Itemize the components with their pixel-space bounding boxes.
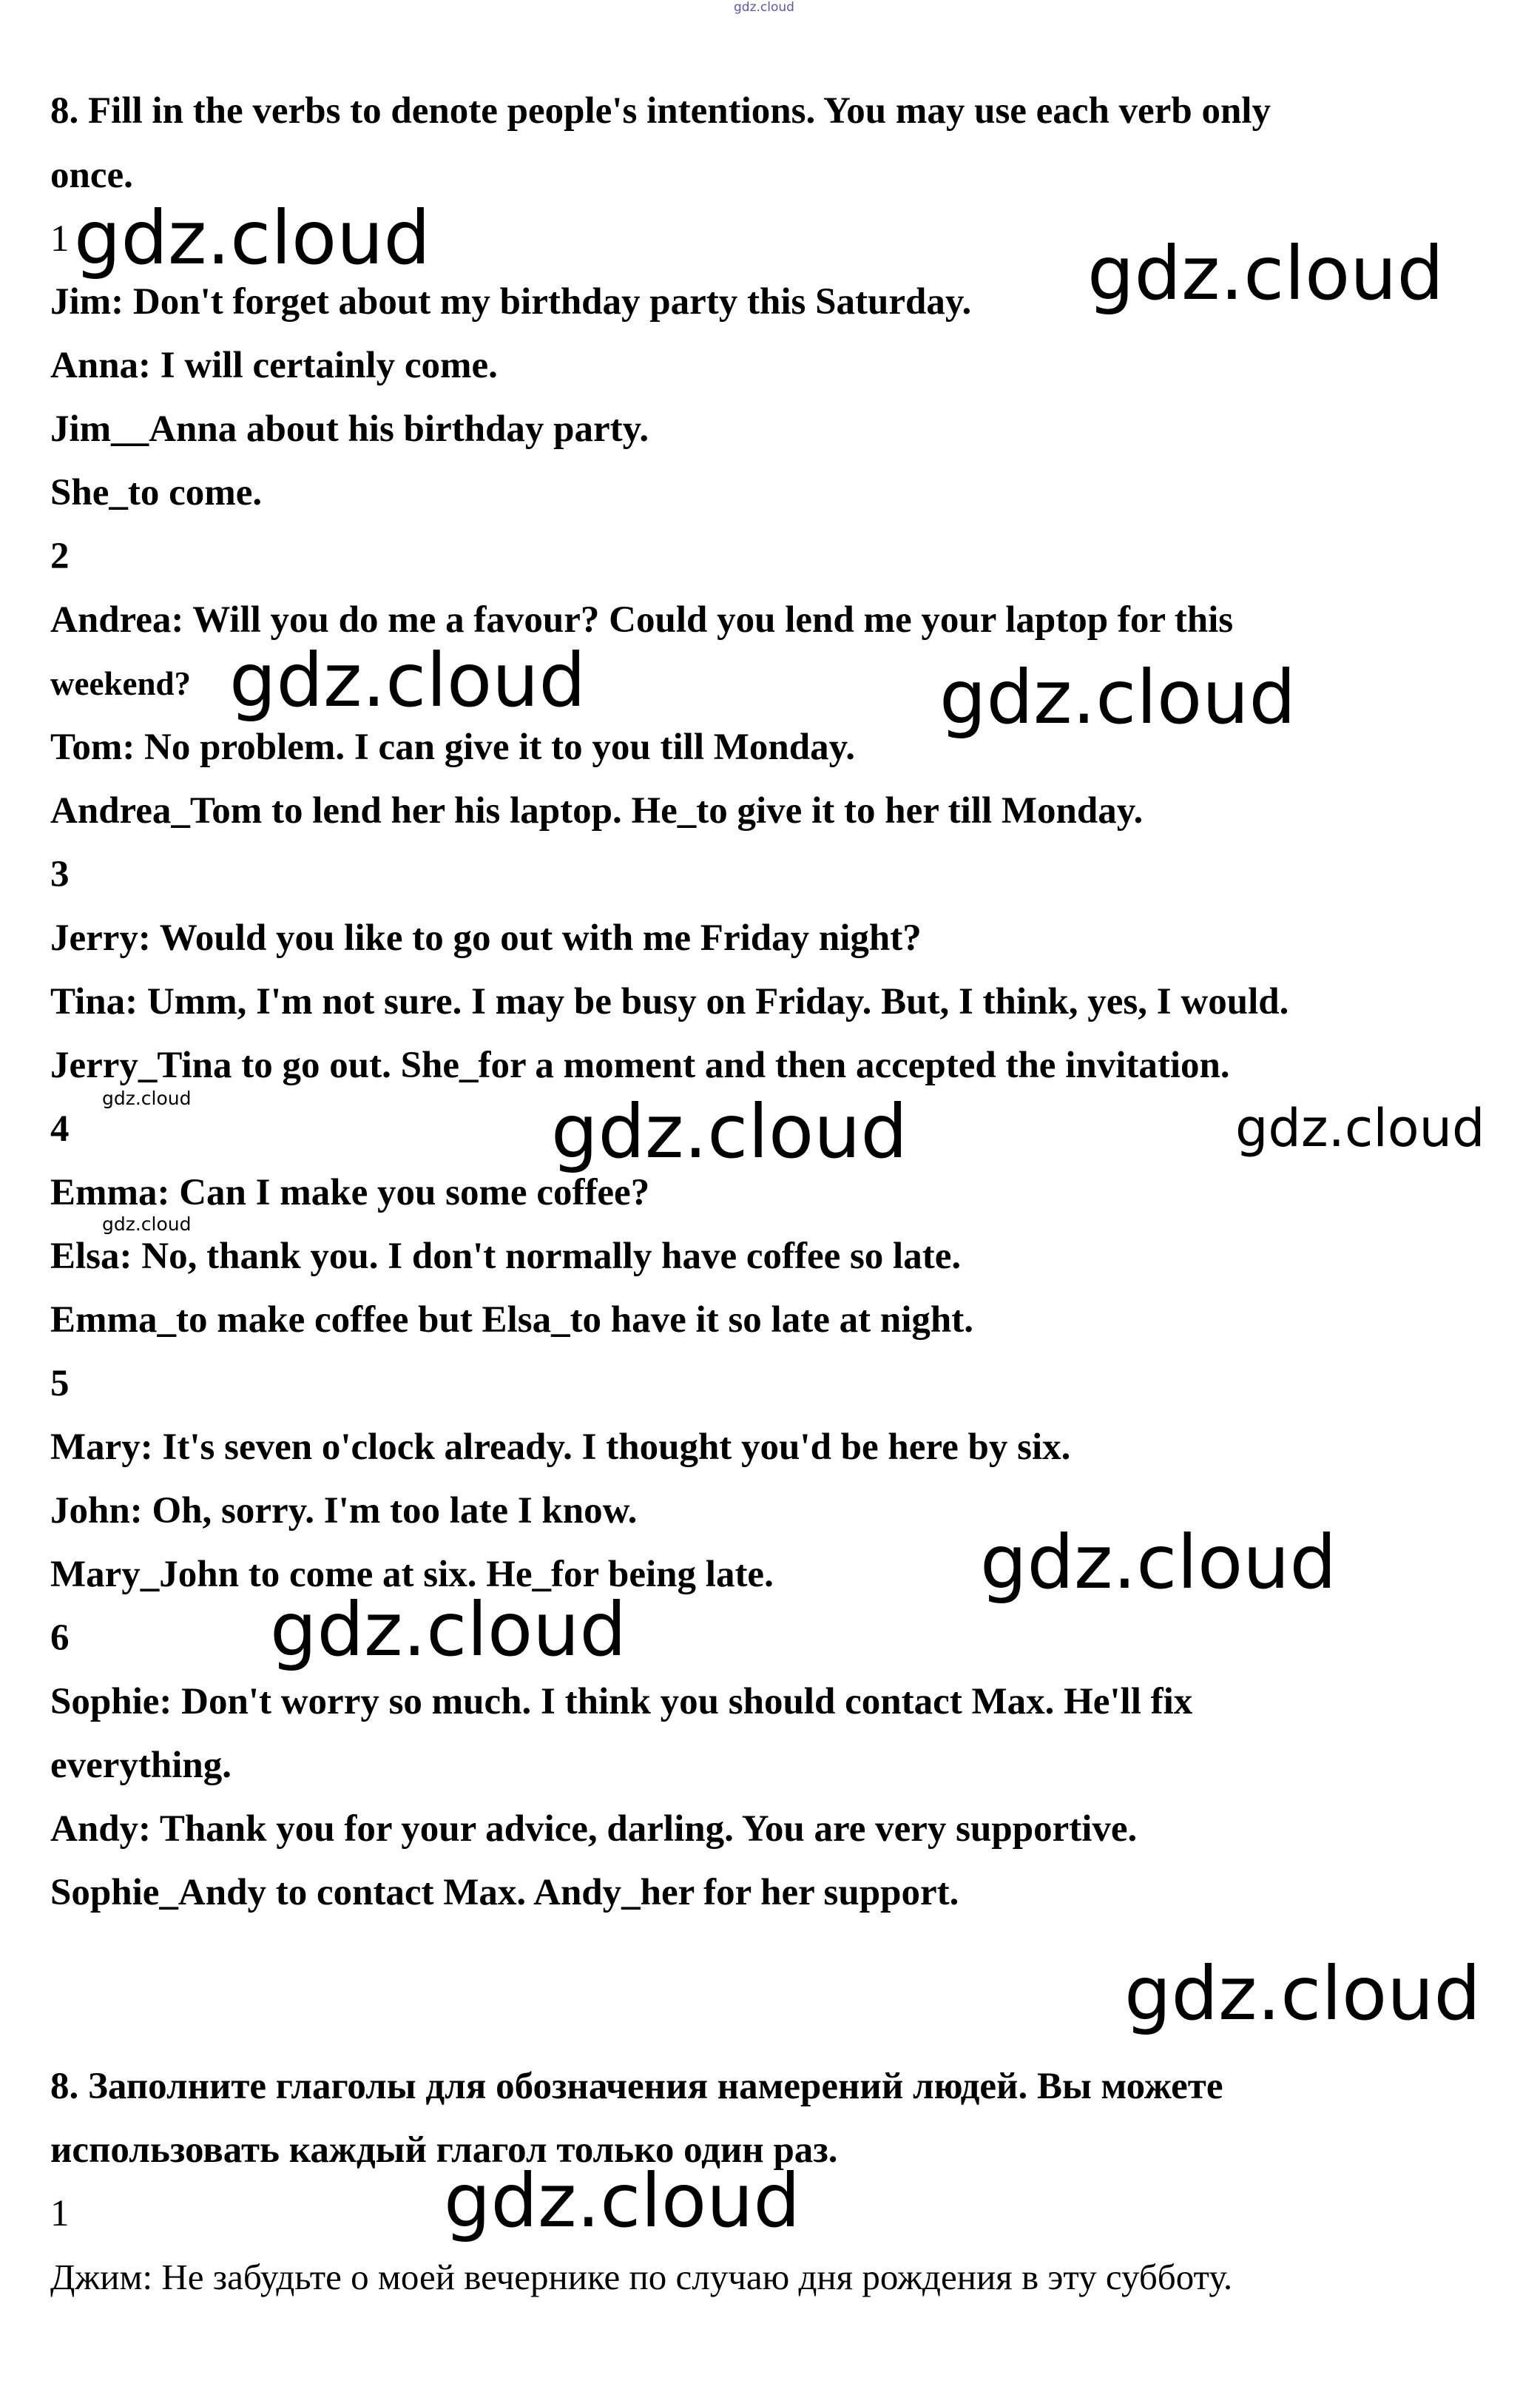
dialogue-line: Jerry: Would you like to go out with me Friday night?	[50, 917, 922, 959]
dialogue-line: everything.	[50, 1745, 232, 1786]
watermark: gdz.cloud	[102, 1213, 192, 1235]
dialogue-line: John: Oh, sorry. I'm too late I know.	[50, 1490, 638, 1532]
dialogue-line: Andy: Thank you for your advice, darling. You are very supportive.	[50, 1808, 1138, 1850]
watermark: gdz.cloud	[980, 1519, 1337, 1606]
dialogue-line: Anna: I will certainly come.	[50, 345, 498, 386]
dialogue-line: Andrea: Will you do me a favour? Could you lend me your laptop for this	[50, 599, 1234, 641]
watermark: gdz.cloud	[551, 1088, 908, 1175]
dialogue-line: Emma: Can I make you some coffee?	[50, 1172, 650, 1213]
exercise-line: Andrea_Tom to lend her his laptop. He_to give it to her till Monday.	[50, 790, 1144, 832]
ru-dialogue-line: Джим: Не забудьте о моей вечернике по случаю дня рождения в эту субботу.	[50, 2257, 1233, 2297]
top-watermark: gdz.cloud	[734, 0, 794, 15]
exercise-line: Emma_to make coffee but Elsa_to have it so late at night.	[50, 1299, 973, 1341]
exercise-line: Jerry_Tina to go out. She_for a moment and then accepted the invitation.	[50, 1045, 1230, 1086]
watermark: gdz.cloud	[1124, 1950, 1482, 2037]
dialogue-line: weekend?	[50, 665, 191, 702]
ru-task-title: 8. Заполните глаголы для обозначения намерений людей. Вы можете	[50, 2066, 1223, 2107]
watermark: gdz.cloud	[444, 2157, 801, 2244]
dialogue-line: Tom: No problem. I can give it to you till Monday.	[50, 727, 856, 768]
dialogue-number: 5	[50, 1363, 70, 1404]
watermark: gdz.cloud	[270, 1586, 627, 1673]
watermark: gdz.cloud	[229, 637, 587, 724]
dialogue-line: Elsa: No, thank you. I don't normally have coffee so late.	[50, 1236, 962, 1277]
watermark: gdz.cloud	[74, 195, 431, 281]
watermark: gdz.cloud	[102, 1088, 192, 1109]
watermark: gdz.cloud	[939, 654, 1297, 741]
dialogue-number: 3	[50, 854, 70, 895]
ru-dialogue-number: 1	[50, 2193, 70, 2234]
dialogue-number: 2	[50, 536, 70, 577]
dialogue-line: Mary: It's seven o'clock already. I thought you'd be here by six.	[50, 1426, 1071, 1468]
dialogue-line: Tina: Umm, I'm not sure. I may be busy on Friday. But, I think, yes, I would.	[50, 981, 1289, 1023]
dialogue-line: Sophie: Don't worry so much. I think you should contact Max. He'll fix	[50, 1681, 1193, 1722]
watermark: gdz.cloud	[1087, 230, 1445, 317]
exercise-line: Jim__Anna about his birthday party.	[50, 408, 649, 450]
dialogue-number: 4	[50, 1108, 70, 1150]
task-title-continued: once.	[50, 155, 133, 196]
dialogue-line: Jim: Don't forget about my birthday party this Saturday.	[50, 281, 972, 323]
exercise-line: Sophie_Andy to contact Max. Andy_her for her support.	[50, 1872, 959, 1913]
exercise-line: Mary_John to come at six. He_for being late.	[50, 1554, 774, 1595]
watermark: gdz.cloud	[1235, 1098, 1485, 1159]
ru-task-title-continued: использовать каждый глагол только один раз.	[50, 2129, 838, 2171]
exercise-line: She_to come.	[50, 472, 263, 513]
task-title: 8. Fill in the verbs to denote people's intentions. You may use each verb only	[50, 90, 1271, 132]
dialogue-number: 6	[50, 1617, 70, 1659]
dialogue-number: 1	[50, 218, 70, 260]
